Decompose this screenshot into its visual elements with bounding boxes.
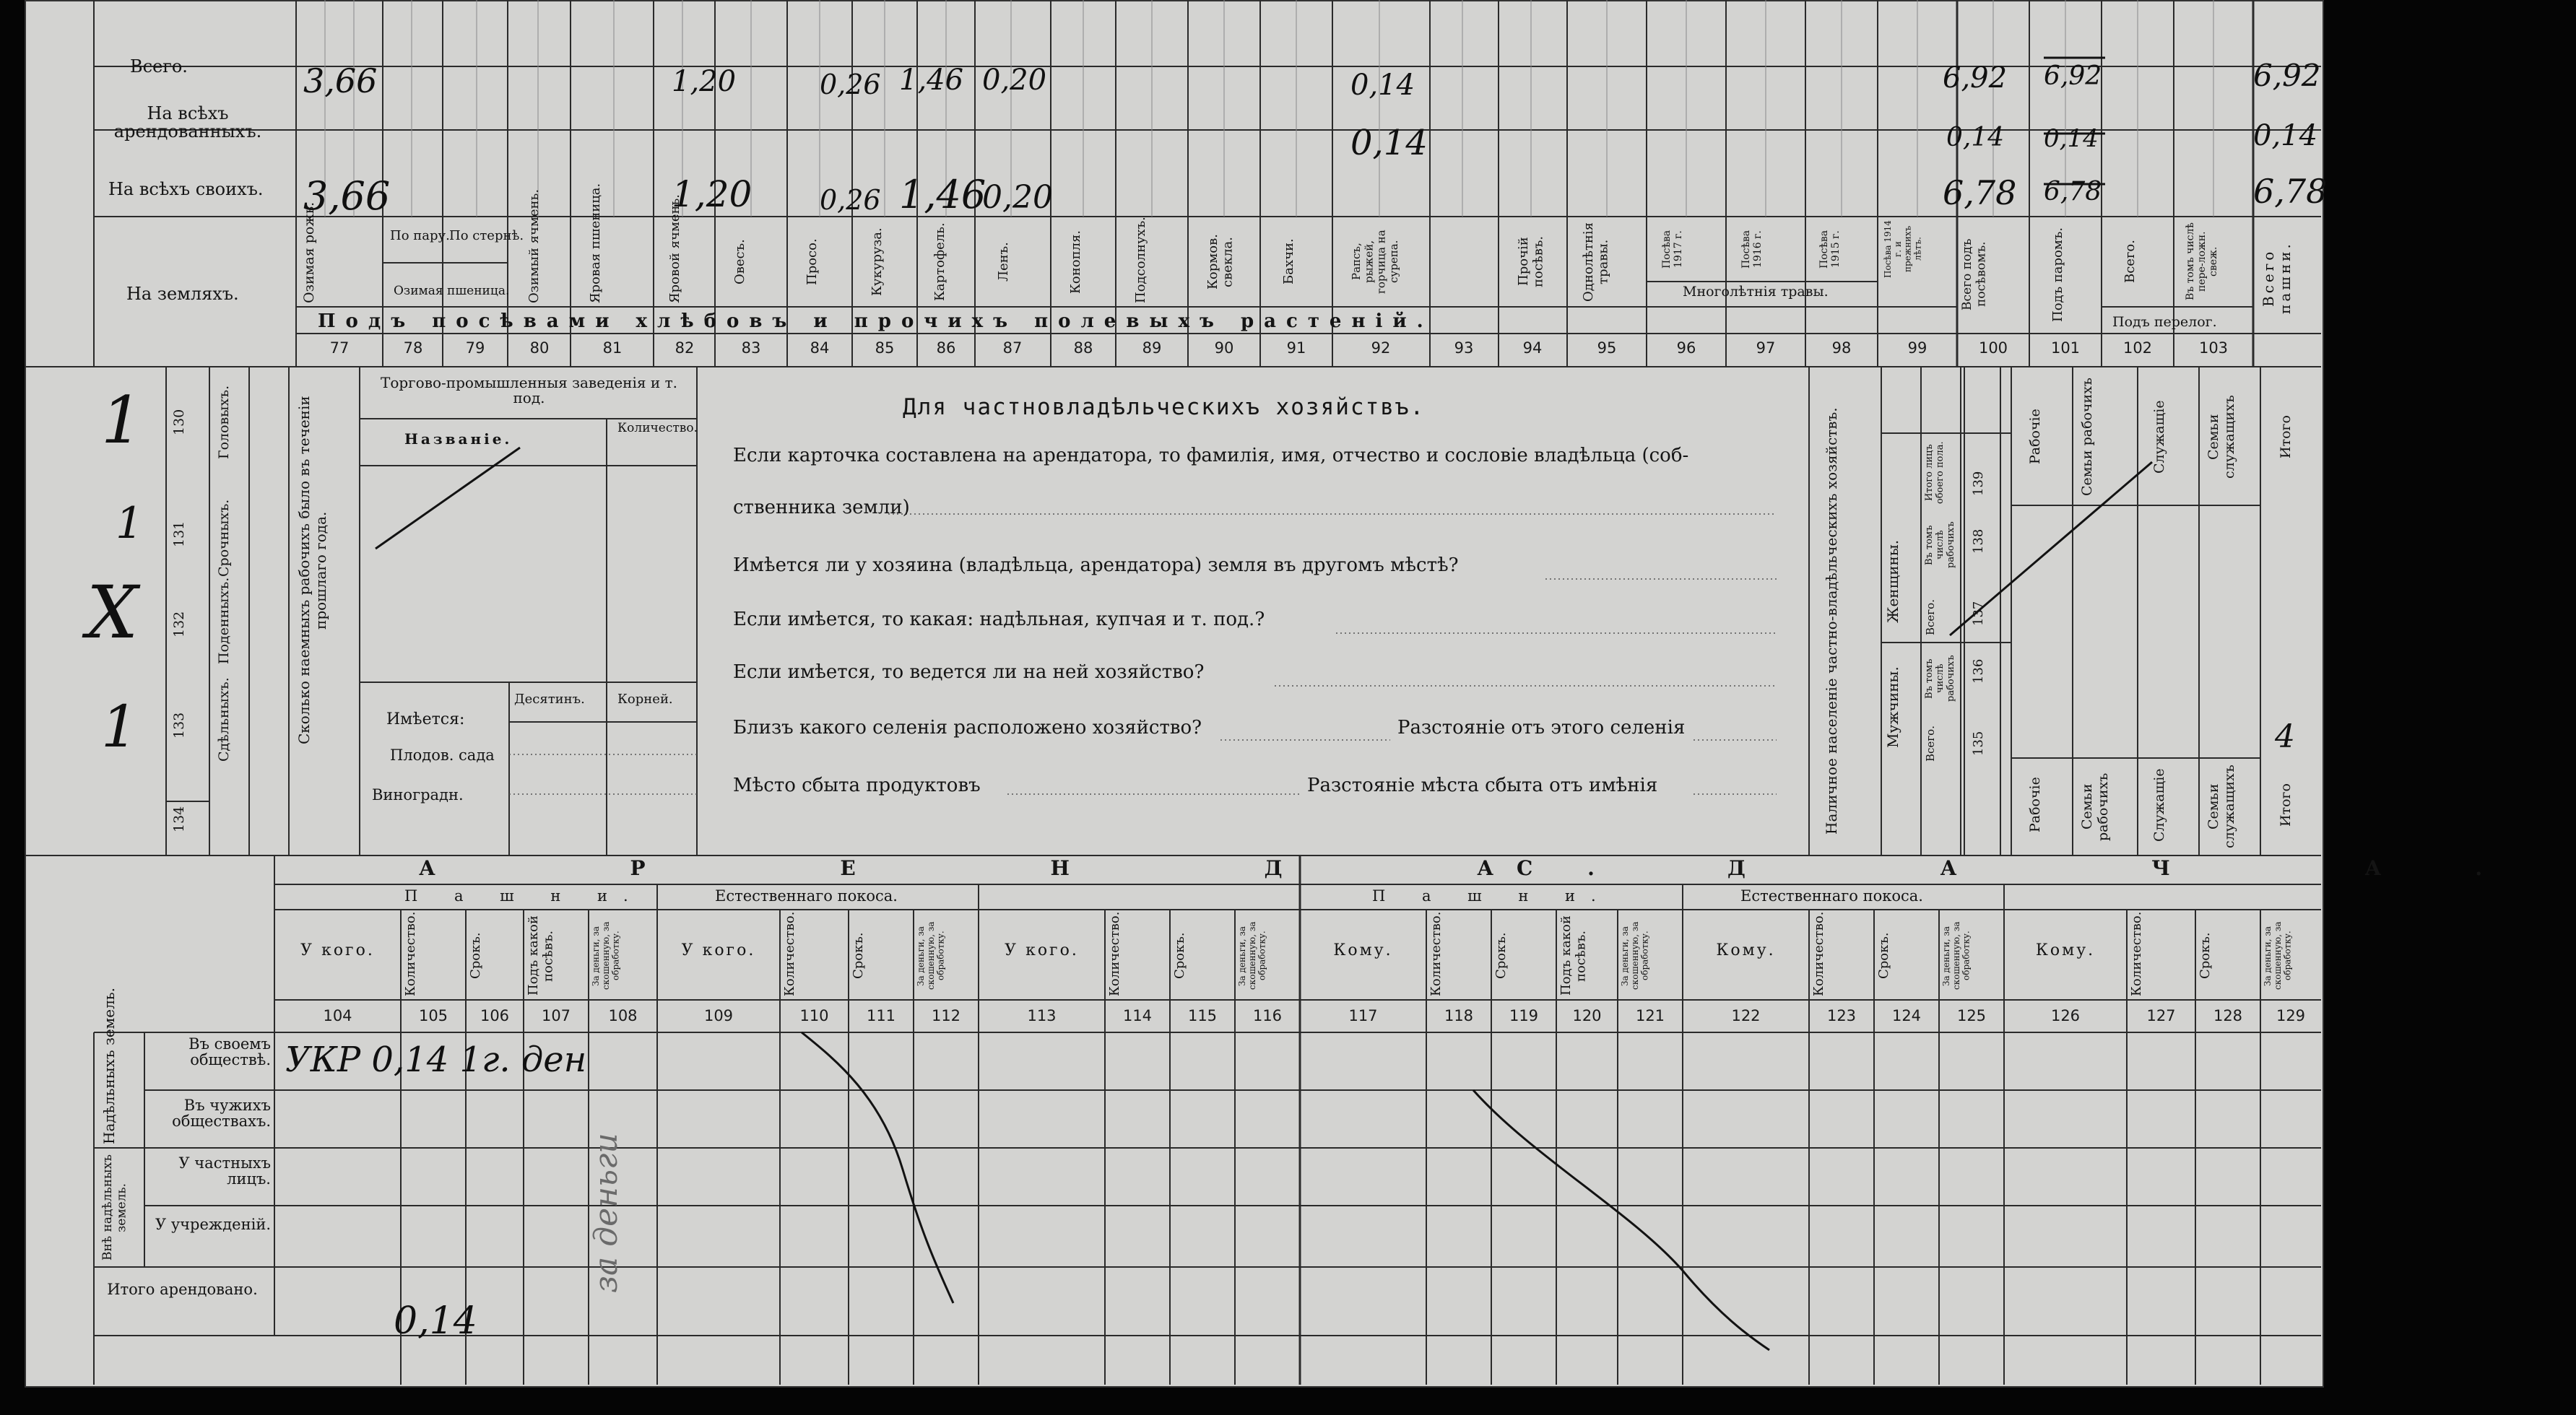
s1-col-number: 103 (2198, 339, 2229, 357)
s3-col-header: Кому. (1716, 941, 1776, 959)
s1-col-number: 98 (1831, 339, 1852, 357)
col-header-winter-barley: Озимый ячмень. (526, 188, 542, 303)
left-num-130: 130 (171, 409, 187, 436)
s3-col-number: 111 (866, 1007, 896, 1024)
right-col-total-bottom: Итого (2278, 783, 2294, 827)
pop-col-total: Итого лицъ обоего пола. (1924, 441, 1946, 505)
col-header-spring-wheat: Яровая пшеница. (588, 183, 603, 303)
s1-col-number: 101 (2050, 339, 2081, 357)
right-col-employees-bottom: Служащіе (2151, 768, 2167, 842)
col-header-fallow: По пару. (390, 228, 450, 243)
col-header-under-fallow: Подъ паромъ. (2050, 227, 2065, 322)
s1-col-number: 93 (1454, 339, 1474, 357)
col-header-sown-1915: Посѣва 1915 г. (1818, 230, 1842, 269)
hw-total-corn: 1,46 (899, 64, 964, 97)
pop-col-women-total: Всего. (1924, 599, 1937, 635)
s3-col-header: Подъ какой посѣвъ. (1558, 915, 1589, 996)
s3-col-number: 113 (1027, 1007, 1057, 1024)
pop-num-139: 139 (1971, 471, 1986, 497)
hw-own-arable: 6,78 (2253, 172, 2328, 211)
row-label-other-society: Въ чужихъ обществахъ. (172, 1097, 271, 1131)
sdacha-pashni: П а ш н и. (1372, 887, 1612, 905)
s3-col-header: У кого. (681, 941, 756, 959)
hw-own-potato: 0,20 (982, 179, 1053, 216)
hw-rented-arable: 0,14 (2253, 119, 2318, 152)
s3-col-header: Кому. (2035, 941, 2096, 959)
s1-col-number: 100 (1978, 339, 2008, 357)
s1-col-number: 90 (1214, 339, 1234, 357)
arenda-pashni: П а ш н и. (404, 887, 644, 905)
s3-col-header: Количество. (403, 911, 418, 996)
s3-col-header: Количество. (782, 911, 797, 996)
col-header-hemp: Конопля. (1068, 230, 1083, 294)
hw-own-rye: 3,66 (303, 173, 391, 219)
s3-col-number: 122 (1731, 1007, 1761, 1024)
hw-total-rye: 3,66 (303, 61, 378, 100)
question-3: Если имѣется, то какая: надѣльная, купчая и т. под.? (733, 609, 1265, 630)
hw-mark-131: 1 (116, 498, 144, 549)
s1-col-number: 87 (1002, 339, 1023, 357)
right-col-workers-families-bottom: Семьи рабочихъ (2079, 772, 2111, 841)
pop-num-135: 135 (1971, 731, 1986, 757)
s3-col-number: 129 (2276, 1007, 2306, 1024)
col-header-oats: Овесъ. (732, 239, 747, 284)
s1-col-number: 91 (1286, 339, 1306, 357)
pen-stroke-2 (1473, 1090, 1769, 1350)
left-num-132: 132 (171, 611, 187, 638)
left-num-133: 133 (171, 712, 187, 739)
pop-col-men-workers: Въ томъ числѣ рабочихъ (1924, 655, 1956, 702)
col-header-fallow-group: Подъ перелог. (2112, 314, 2217, 330)
question-6b: Разстояніе мѣста сбыта отъ имѣнія (1307, 775, 1658, 796)
hw-own-sown: 6,78 (1943, 173, 2017, 212)
s1-col-number: 96 (1676, 339, 1696, 357)
col-header-perennial-group: Многолѣтнія травы. (1683, 284, 1829, 300)
left-num-131: 131 (171, 521, 187, 548)
s3-col-number: 114 (1122, 1007, 1153, 1024)
s3-col-header: Срокъ. (1876, 932, 1891, 980)
s3-col-header: Срокъ. (851, 932, 866, 980)
hw-total-sown: 6,92 (1943, 61, 2008, 95)
hw-total-melons: 0,14 (1350, 69, 1415, 102)
desyatin-header: Десятинъ. (514, 692, 585, 707)
right-col-workers-families: Семьи рабочихъ (2079, 378, 2095, 497)
men-label: Мужчины. (1884, 666, 1901, 749)
row-label-private: У частныхъ лицъ. (178, 1154, 271, 1188)
s3-col-header: Количество. (1428, 911, 1444, 996)
s3-col-number: 115 (1187, 1007, 1218, 1024)
pop-col-women-workers: Въ томъ числѣ рабочихъ (1924, 521, 1956, 569)
s3-col-header: Количество. (2129, 911, 2144, 996)
question-4: Если имѣется, то ведется ли на ней хозяйство? (733, 661, 1205, 683)
trade-name-header: Названіе. (404, 430, 513, 448)
s1-col-number: 97 (1756, 339, 1776, 357)
trade-qty-header: Количество. (617, 421, 698, 435)
hw-own-millet: 0,26 (820, 184, 881, 216)
hw-rent-total: 0,14 (394, 1299, 477, 1343)
s3-col-number: 127 (2146, 1007, 2176, 1024)
col-header-sown-1914: Посѣва 1914 г. и прежнихъ лѣтъ. (1883, 220, 1923, 278)
s3-col-number: 104 (323, 1007, 352, 1024)
question-2: Имѣется ли у хозяина (владѣльца, арендатора) земля въ другомъ мѣстѣ? (733, 554, 1459, 576)
s1-col-number: 102 (2122, 339, 2153, 357)
hw-total-spring-wheat: 1,20 (672, 65, 737, 98)
left-header-sdelnykh: Сдѣльныхъ. (216, 677, 232, 762)
pop-num-136: 136 (1971, 658, 1986, 684)
s1-col-number: 77 (329, 339, 350, 357)
s3-col-number: 128 (2213, 1007, 2243, 1024)
hw-rented-sown-struck: 0,14 (2044, 124, 2099, 153)
korney-header: Корней. (617, 692, 673, 707)
hw-mark-132: X (87, 570, 139, 655)
s3-col-header: Количество. (1107, 911, 1122, 996)
row-label-own: На всѣхъ своихъ. (108, 179, 264, 199)
s3-col-number: 110 (799, 1007, 829, 1024)
left-header-holovykh: Головыхъ. (216, 385, 232, 460)
s3-col-header: За деньги, за скошенную, за обработку. (1237, 921, 1267, 991)
hw-mark-133: 1 (101, 693, 138, 760)
col-header-fallow-total: Всего. (2122, 240, 2138, 284)
col-header-sunflower: Подсолнухъ. (1133, 217, 1148, 303)
s3-col-header: Срокъ. (468, 932, 483, 980)
row-label-total: Всего. (130, 56, 188, 77)
s3-col-number: 118 (1444, 1007, 1474, 1024)
left-header-srochnykh: Срочныхъ. (216, 499, 232, 577)
s3-col-header: Количество. (1811, 911, 1826, 996)
s1-col-number: 94 (1522, 339, 1543, 357)
question-5b: Разстояніе отъ этого селенія (1397, 717, 1686, 739)
sdacha-pokos: Естественнаго покоса. (1740, 887, 1923, 905)
question-1b: ственника земли) (733, 497, 910, 518)
s3-col-header: За деньги, за скошенную, за обработку. (2263, 921, 2293, 991)
right-col-workers: Рабочіе (2027, 409, 2043, 465)
s3-col-number: 124 (1891, 1007, 1922, 1024)
pen-stroke-3 (376, 448, 520, 549)
s3-col-number: 106 (480, 1007, 510, 1024)
s3-col-number: 125 (1956, 1007, 1987, 1024)
right-col-employees-families: Семьи служащихъ (2206, 395, 2237, 479)
col-header-annual-grass: Однолѣтнія травы. (1581, 222, 1611, 302)
hw-right-mark: 4 (2275, 718, 2295, 755)
pop-num-138: 138 (1971, 528, 1986, 554)
population-vertical-label: Наличное населеніе частно-владѣльческихъ хозяйствъ. (1823, 407, 1840, 835)
col-header-rapeseed: Рапсъ, рыжей, горчица на сурепа. (1350, 230, 1400, 294)
col-header-potato: Картофель. (932, 222, 947, 301)
workers-vertical-label: Сколько наемныхъ рабочихъ было въ теченіи прошлаго года. (295, 396, 329, 745)
s1-col-number: 81 (602, 339, 623, 357)
hw-rent-row: УКР 0,14 1г. ден (285, 1040, 587, 1080)
col-header-fodder-beet: Кормов. свекла. (1205, 234, 1236, 289)
pop-col-men-total: Всего. (1924, 726, 1937, 762)
hw-total-arable: 6,92 (2253, 58, 2321, 93)
row-label-own-society: Въ своемъ обществѣ. (188, 1035, 271, 1069)
s3-col-number: 119 (1509, 1007, 1539, 1024)
col-header-millet: Просо. (805, 238, 820, 285)
hw-total-millet: 0,26 (820, 69, 881, 100)
s3-col-header: За деньги, за скошенную, за обработку. (1941, 921, 1972, 991)
col-header-sown-1917: Посѣва 1917 г. (1661, 230, 1685, 269)
col-header-fallow-fresh: Въ томъ числѣ пере-ложн. свеж. (2185, 222, 2220, 301)
s1-col-number: 84 (810, 339, 830, 357)
women-label: Женщины. (1884, 539, 1901, 623)
s1-col-number: 82 (675, 339, 695, 357)
arenda-heading: А Р Е Н Д А. (419, 856, 1688, 880)
s3-col-header: У кого. (300, 941, 375, 959)
left-num-134: 134 (171, 806, 187, 833)
group-band-sown: Подъ посѣвами хлѣбовъ и прочихъ полевыхъ растеній. (318, 310, 1434, 332)
s3-col-number: 112 (931, 1007, 961, 1024)
hw-mark-130: 1 (101, 383, 143, 458)
right-col-employees: Служащіе (2151, 400, 2167, 474)
question-1: Если карточка составлена на арендатора, то фамилія, имя, отчество и сословіе владѣльца (соб- (733, 445, 1689, 466)
s3-col-number: 123 (1826, 1007, 1857, 1024)
right-col-total: Итого (2278, 415, 2294, 458)
s3-col-header: За деньги, за скошенную, за обработку. (916, 921, 946, 991)
hw-total-sown-struck: 6,92 (2044, 61, 2102, 91)
col-header-spring-barley: Яровой ячмень. (667, 193, 682, 303)
s1-col-number: 79 (465, 339, 485, 357)
left-header-podennykh: Поденныхъ. (216, 577, 232, 664)
s3-col-number: 117 (1348, 1007, 1378, 1024)
pen-stroke-1 (802, 1032, 953, 1303)
hw-rented-melons: 0,14 (1350, 123, 1428, 163)
pop-num-137: 137 (1971, 601, 1986, 627)
s1-col-number: 89 (1142, 339, 1162, 357)
s3-col-number: 120 (1572, 1007, 1602, 1024)
col-header-flax: Ленъ. (996, 242, 1011, 282)
s3-col-header: Кому. (1333, 941, 1393, 959)
vineyard-label: Виноградн. (372, 786, 464, 804)
hw-rented-sown: 0,14 (1946, 123, 2005, 152)
arenda-pokos: Естественнаго покоса. (715, 887, 898, 905)
sdacha-heading: С Д А Ч А. (1517, 856, 2576, 880)
s1-col-number: 99 (1907, 339, 1927, 357)
s3-col-header: Срокъ. (1172, 932, 1187, 980)
right-col-employees-families-bottom: Семьи служащихъ (2206, 765, 2237, 848)
s3-col-header: Подъ какой посѣвъ. (526, 915, 556, 996)
orchard-label: Плодов. сада (390, 746, 495, 764)
s1-col-number: 78 (403, 339, 423, 357)
question-6: Мѣсто сбыта продуктовъ (733, 775, 981, 796)
hw-total-potato: 0,20 (982, 64, 1047, 97)
s1-col-number: 88 (1073, 339, 1093, 357)
s3-col-number: 121 (1635, 1007, 1665, 1024)
col-header-stubble: По стернѣ. (449, 228, 524, 243)
hw-own-spring-wheat: 1,20 (672, 173, 753, 215)
row-group-vne-nadel: Внѣ надѣльныхъ земель. (100, 1154, 129, 1261)
s1-col-number: 92 (1371, 339, 1391, 357)
s3-col-header: Срокъ. (1493, 932, 1509, 980)
s3-col-header: За деньги, за скошенную, за обработку. (1620, 921, 1650, 991)
hw-own-corn: 1,46 (899, 172, 986, 217)
s1-col-number: 85 (875, 339, 895, 357)
s3-col-header: У кого. (1005, 941, 1079, 959)
right-col-workers-bottom: Рабочіе (2027, 777, 2043, 833)
col-header-winter-wheat-group: Озимая пшеница. (394, 284, 510, 298)
s3-col-number: 105 (418, 1007, 448, 1024)
s1-col-number: 80 (529, 339, 550, 357)
s3-col-number: 107 (541, 1007, 571, 1024)
s3-col-header: За деньги, за скошенную, за обработку. (591, 921, 621, 991)
col-header-total-arable: Всего пашни. (2260, 241, 2294, 315)
col-header-corn: Кукуруза. (869, 227, 885, 296)
col-header-other: Прочій посѣвъ. (1516, 235, 1546, 288)
hw-vertical-note: за деньги (588, 1133, 625, 1293)
s3-col-number: 116 (1252, 1007, 1283, 1024)
s3-col-number: 108 (608, 1007, 638, 1024)
row-label-rented: На всѣхъ арендованныхъ. (113, 103, 262, 142)
s1-col-number: 95 (1597, 339, 1617, 357)
s3-col-number: 109 (703, 1007, 734, 1024)
s1-col-number: 83 (741, 339, 761, 357)
row-label-institutions: У учрежденій. (155, 1216, 271, 1233)
hw-own-sown-struck: 6,78 (2044, 177, 2102, 206)
private-title: Для частновладѣльческихъ хозяйствъ. (903, 394, 1426, 420)
row-label-lands: На земляхъ. (126, 284, 239, 304)
col-header-rye: Озимая рожь. (301, 201, 317, 303)
has-label: Имѣется: (386, 710, 465, 728)
row-label-total-rented: Итого арендовано. (107, 1281, 258, 1298)
col-header-melons: Бахчи. (1281, 238, 1296, 285)
col-header-total-sown: Всего подъ посѣвомъ. (1960, 238, 1989, 310)
row-group-nadel: Надѣльныхъ земель. (100, 987, 118, 1144)
col-header-sown-1916: Посѣва 1916 г. (1740, 230, 1764, 269)
s1-col-number: 86 (936, 339, 956, 357)
question-5: Близъ какого селенія расположено хозяйство? (733, 717, 1202, 739)
trade-title: Торгово-промышленныя заведенія и т. под. (381, 374, 677, 406)
s3-col-header: Срокъ. (2198, 932, 2213, 980)
s3-col-number: 126 (2050, 1007, 2081, 1024)
